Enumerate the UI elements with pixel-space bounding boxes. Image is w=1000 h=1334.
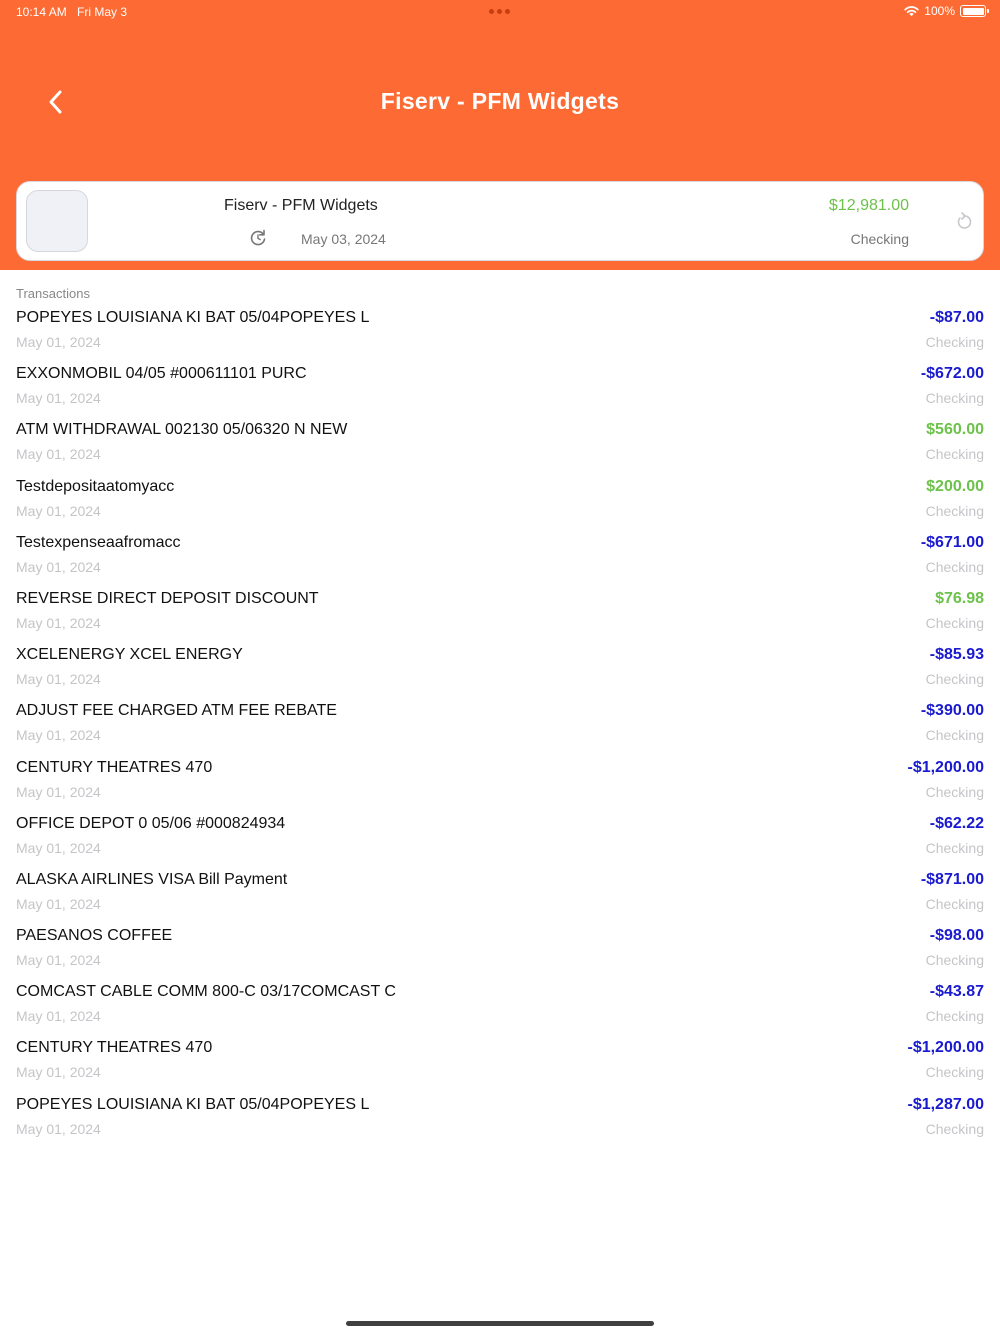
status-date: Fri May 3 <box>77 5 128 19</box>
transaction-amount: -$1,200.00 <box>907 1039 984 1057</box>
transaction-date: May 01, 2024 <box>16 895 101 912</box>
transaction-row[interactable] <box>16 534 984 590</box>
transaction-row[interactable] <box>16 309 984 365</box>
transaction-date: May 01, 2024 <box>16 502 101 519</box>
transactions-list <box>16 309 984 1152</box>
transaction-description: CENTURY THEATRES 470 <box>16 1039 213 1057</box>
refresh-icon[interactable] <box>248 228 268 248</box>
transaction-row[interactable] <box>16 871 984 927</box>
transaction-amount: -$1,287.00 <box>907 1095 984 1113</box>
transaction-description: POPEYES LOUISIANA KI BAT 05/04POPEYES L <box>16 1095 370 1113</box>
transaction-row[interactable] <box>16 478 984 534</box>
transaction-description: PAESANOS COFFEE <box>16 927 173 945</box>
transaction-row[interactable] <box>16 590 984 646</box>
transactions-section-label: Transactions <box>16 286 90 301</box>
transaction-amount: -$672.00 <box>920 365 984 383</box>
transaction-date: May 01, 2024 <box>16 614 101 631</box>
transaction-description: REVERSE DIRECT DEPOSIT DISCOUNT <box>16 589 319 607</box>
transaction-row[interactable] <box>16 983 984 1039</box>
transaction-amount: $560.00 <box>926 421 984 439</box>
transaction-description: ATM WITHDRAWAL 002130 05/06320 N NEW <box>16 421 348 439</box>
battery-percent: 100% <box>924 4 955 18</box>
transaction-row[interactable] <box>16 702 984 758</box>
transaction-date: May 01, 2024 <box>16 1064 101 1081</box>
transaction-amount: -$85.93 <box>929 646 984 664</box>
transaction-account: Checking <box>925 614 984 631</box>
transaction-account: Checking <box>925 502 984 519</box>
transaction-row[interactable] <box>16 927 984 983</box>
transaction-amount: -$98.00 <box>929 927 984 945</box>
transaction-row[interactable] <box>16 421 984 477</box>
account-name: Fiserv - PFM Widgets <box>224 197 378 214</box>
transaction-amount: $200.00 <box>926 477 984 495</box>
transaction-date: May 01, 2024 <box>16 446 101 463</box>
transaction-date: May 01, 2024 <box>16 334 101 350</box>
transaction-row[interactable] <box>16 365 984 421</box>
transaction-row[interactable] <box>16 1039 984 1095</box>
transaction-row[interactable] <box>16 815 984 871</box>
transaction-date: May 01, 2024 <box>16 1120 101 1137</box>
transaction-account: Checking <box>925 839 984 856</box>
transaction-date: May 01, 2024 <box>16 839 101 856</box>
transaction-date: May 01, 2024 <box>16 558 101 575</box>
transaction-description: Testexpenseaafromacc <box>16 533 181 551</box>
transaction-account: Checking <box>925 390 984 407</box>
transaction-description: CENTURY THEATRES 470 <box>16 758 213 776</box>
transaction-description: ALASKA AIRLINES VISA Bill Payment <box>16 870 288 888</box>
transaction-account: Checking <box>925 895 984 912</box>
transaction-date: May 01, 2024 <box>16 390 101 407</box>
account-balance: $12,981.00 <box>828 197 909 214</box>
transaction-row[interactable] <box>16 646 984 702</box>
transaction-account: Checking <box>925 334 984 350</box>
transaction-account: Checking <box>925 671 984 688</box>
wifi-icon <box>904 5 919 17</box>
battery-icon <box>960 5 986 17</box>
account-card[interactable] <box>16 181 984 261</box>
transaction-account: Checking <box>925 783 984 800</box>
transaction-row[interactable] <box>16 1096 984 1152</box>
account-avatar <box>26 190 88 252</box>
account-type: Checking <box>850 231 909 247</box>
transaction-account: Checking <box>925 1120 984 1137</box>
transaction-description: EXXONMOBIL 04/05 #000611101 PURC <box>16 365 307 383</box>
status-indicators <box>904 4 986 18</box>
sync-icon[interactable] <box>954 210 974 232</box>
transaction-description: COMCAST CABLE COMM 800-C 03/17COMCAST C <box>16 983 396 1001</box>
transaction-description: OFFICE DEPOT 0 05/06 #000824934 <box>16 814 286 832</box>
multitasking-dots-icon[interactable] <box>489 9 510 14</box>
transaction-date: May 01, 2024 <box>16 783 101 800</box>
transaction-account: Checking <box>925 952 984 969</box>
transaction-amount: -$671.00 <box>920 533 984 551</box>
transaction-amount: -$87.00 <box>929 309 984 326</box>
transaction-account: Checking <box>925 727 984 744</box>
transaction-description: ADJUST FEE CHARGED ATM FEE REBATE <box>16 702 337 720</box>
transaction-account: Checking <box>925 446 984 463</box>
transaction-date: May 01, 2024 <box>16 952 101 969</box>
transaction-amount: -$390.00 <box>920 702 984 720</box>
home-indicator[interactable] <box>346 1321 654 1326</box>
status-time: 10:14 AM <box>16 5 67 19</box>
header-bar <box>0 0 1000 270</box>
transaction-description: Testdepositaatomyacc <box>16 477 175 495</box>
page-title: Fiserv - PFM Widgets <box>380 88 620 114</box>
account-date: May 03, 2024 <box>301 231 386 247</box>
transaction-date: May 01, 2024 <box>16 727 101 744</box>
transaction-amount: -$62.22 <box>929 814 984 832</box>
transaction-date: May 01, 2024 <box>16 671 101 688</box>
transaction-amount: -$1,200.00 <box>907 758 984 776</box>
transaction-amount: $76.98 <box>935 589 984 607</box>
transaction-account: Checking <box>925 1064 984 1081</box>
transaction-account: Checking <box>925 1008 984 1025</box>
transaction-row[interactable] <box>16 759 984 815</box>
transaction-date: May 01, 2024 <box>16 1008 101 1025</box>
transaction-description: POPEYES LOUISIANA KI BAT 05/04POPEYES L <box>16 309 370 326</box>
status-bar <box>0 0 1000 24</box>
transaction-amount: -$43.87 <box>929 983 984 1001</box>
transaction-description: XCELENERGY XCEL ENERGY <box>16 646 243 664</box>
transaction-account: Checking <box>925 558 984 575</box>
transaction-amount: -$871.00 <box>920 870 984 888</box>
